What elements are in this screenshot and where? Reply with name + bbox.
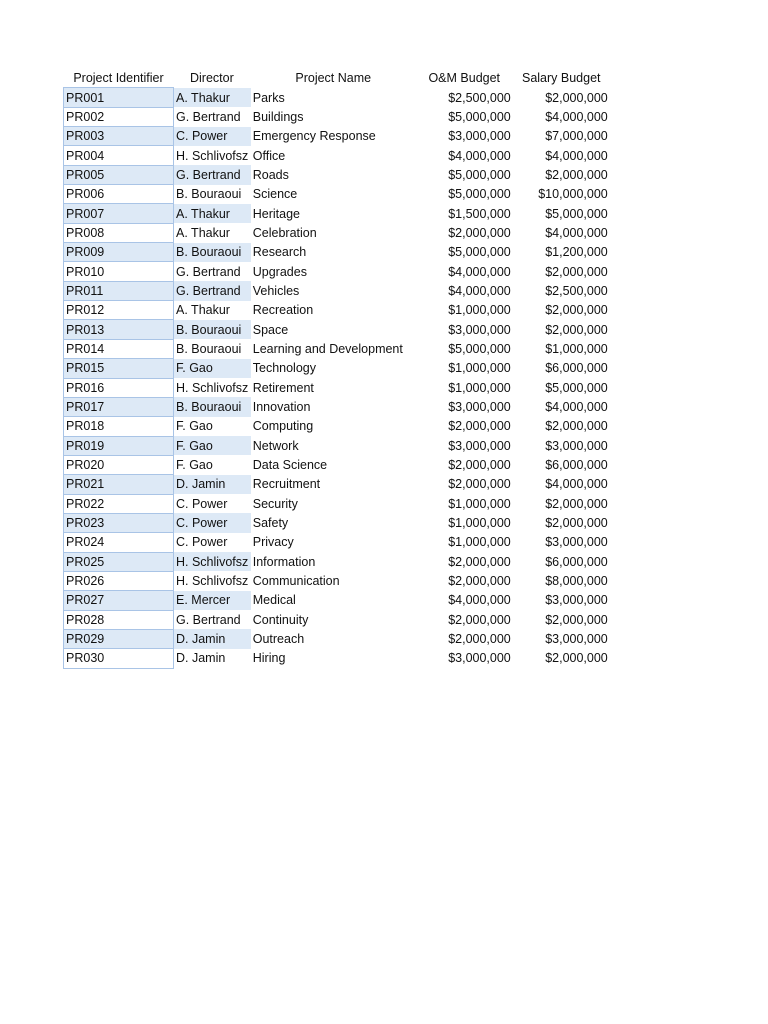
cell-project-identifier[interactable]: PR009 xyxy=(64,243,174,262)
cell-director[interactable]: F. Gao xyxy=(176,458,213,473)
cell-project-name[interactable]: Communication xyxy=(252,574,340,589)
cell-om-budget[interactable]: $2,000,000 xyxy=(448,225,511,240)
cell-project-name[interactable]: Technology xyxy=(252,361,316,376)
cell-project-name[interactable]: Space xyxy=(252,322,289,337)
cell-project-identifier[interactable]: PR006 xyxy=(64,185,174,204)
cell-director[interactable]: D. Jamin xyxy=(174,475,251,494)
cell-director[interactable]: B. Bouraoui xyxy=(174,397,251,416)
cell-project-identifier[interactable]: PR014 xyxy=(64,339,174,358)
cell-om-budget[interactable]: $5,000,000 xyxy=(448,245,511,260)
table-row xyxy=(64,455,610,474)
cell-project-name[interactable]: Upgrades xyxy=(252,264,307,279)
cell-salary-budget[interactable]: $6,000,000 xyxy=(545,554,608,569)
cell-project-identifier[interactable]: PR020 xyxy=(64,455,174,474)
table-row xyxy=(64,629,610,648)
cell-om-budget[interactable]: $1,000,000 xyxy=(448,496,511,511)
table-row xyxy=(64,223,610,242)
cell-director[interactable]: G. Bertrand xyxy=(174,281,251,300)
cell-director[interactable]: H. Schlivofsz xyxy=(176,574,249,589)
table-row xyxy=(64,494,610,513)
cell-project-identifier[interactable]: PR024 xyxy=(64,533,174,552)
cell-project-identifier[interactable]: PR008 xyxy=(64,223,174,242)
cell-project-name[interactable]: Continuity xyxy=(252,612,309,627)
cell-salary-budget[interactable]: $2,000,000 xyxy=(545,322,608,337)
cell-project-identifier[interactable]: PR017 xyxy=(64,397,174,416)
cell-salary-budget[interactable]: $3,000,000 xyxy=(545,438,608,453)
cell-salary-budget[interactable]: $3,000,000 xyxy=(545,632,608,647)
cell-director[interactable]: D. Jamin xyxy=(176,651,226,666)
table-row xyxy=(64,281,610,300)
header-salary-budget[interactable]: Salary Budget xyxy=(521,71,601,86)
cell-project-identifier[interactable]: PR021 xyxy=(64,475,174,494)
cell-project-name[interactable]: Research xyxy=(252,245,307,260)
table-body xyxy=(64,88,610,668)
cell-salary-budget[interactable]: $2,000,000 xyxy=(545,167,608,182)
cell-project-identifier[interactable]: PR015 xyxy=(64,359,174,378)
cell-project-name[interactable]: Security xyxy=(252,496,298,511)
table-row xyxy=(64,378,610,397)
cell-director[interactable]: C. Power xyxy=(174,127,251,146)
cell-salary-budget[interactable]: $2,000,000 xyxy=(545,264,608,279)
cell-director[interactable]: B. Bouraoui xyxy=(176,341,242,356)
cell-salary-budget[interactable]: $2,000,000 xyxy=(545,303,608,318)
table-row xyxy=(64,107,610,126)
cell-project-identifier[interactable]: PR007 xyxy=(64,204,174,223)
cell-om-budget[interactable]: $1,000,000 xyxy=(448,516,511,531)
cell-director[interactable]: G. Bertrand xyxy=(176,109,241,124)
cell-project-name[interactable]: Retirement xyxy=(252,380,314,395)
cell-project-name[interactable]: Buildings xyxy=(252,109,304,124)
cell-project-name[interactable]: Data Science xyxy=(252,458,328,473)
table-row xyxy=(64,649,610,668)
cell-director[interactable]: F. Gao xyxy=(174,359,251,378)
cell-salary-budget[interactable]: $5,000,000 xyxy=(545,206,608,221)
cell-director[interactable]: A. Thakur xyxy=(176,303,230,318)
cell-project-name[interactable]: Medical xyxy=(252,593,296,608)
cell-project-name[interactable]: Privacy xyxy=(252,535,294,550)
table-row xyxy=(64,397,610,416)
cell-om-budget[interactable]: $4,000,000 xyxy=(448,593,511,608)
cell-project-name[interactable]: Innovation xyxy=(252,400,311,415)
cell-salary-budget[interactable]: $5,000,000 xyxy=(545,380,608,395)
cell-project-name[interactable]: Heritage xyxy=(252,206,300,221)
cell-director[interactable]: F. Gao xyxy=(174,436,251,455)
table-row xyxy=(64,610,610,629)
cell-director[interactable]: H. Schlivofsz xyxy=(176,380,249,395)
cell-director[interactable]: A. Thakur xyxy=(174,204,251,223)
cell-om-budget[interactable]: $3,000,000 xyxy=(448,651,511,666)
cell-project-identifier[interactable]: PR002 xyxy=(64,107,174,126)
cell-om-budget[interactable]: $2,500,000 xyxy=(448,90,511,105)
cell-project-name[interactable]: Recruitment xyxy=(252,477,321,492)
cell-director[interactable]: H. Schlivofsz xyxy=(174,552,251,571)
cell-salary-budget[interactable]: $4,000,000 xyxy=(545,225,608,240)
cell-project-name[interactable]: Vehicles xyxy=(252,283,300,298)
cell-project-name[interactable]: Hiring xyxy=(252,651,286,666)
cell-salary-budget[interactable]: $3,000,000 xyxy=(545,535,608,550)
cell-om-budget[interactable]: $1,000,000 xyxy=(448,361,511,376)
cell-project-identifier[interactable]: PR018 xyxy=(64,417,174,436)
cell-om-budget[interactable]: $2,000,000 xyxy=(448,458,511,473)
cell-om-budget[interactable]: $4,000,000 xyxy=(448,148,511,163)
cell-salary-budget[interactable]: $4,000,000 xyxy=(545,477,608,492)
cell-project-name[interactable]: Recreation xyxy=(252,303,314,318)
cell-salary-budget[interactable]: $2,000,000 xyxy=(545,651,608,666)
cell-project-identifier[interactable]: PR019 xyxy=(64,436,174,455)
cell-salary-budget[interactable]: $7,000,000 xyxy=(545,129,608,144)
cell-director[interactable]: C. Power xyxy=(174,513,251,532)
cell-director[interactable]: A. Thakur xyxy=(176,225,230,240)
cell-director[interactable]: G. Bertrand xyxy=(174,165,251,184)
cell-director[interactable]: H. Schlivofsz xyxy=(176,148,249,163)
cell-salary-budget[interactable]: $10,000,000 xyxy=(538,187,608,202)
cell-project-identifier[interactable]: PR029 xyxy=(64,629,174,648)
table-row xyxy=(64,533,610,552)
cell-om-budget[interactable]: $3,000,000 xyxy=(448,400,511,415)
cell-director[interactable]: C. Power xyxy=(176,535,228,550)
cell-project-name[interactable]: Safety xyxy=(252,516,289,531)
cell-project-identifier[interactable]: PR012 xyxy=(64,301,174,320)
table-row xyxy=(64,417,610,436)
cell-salary-budget[interactable]: $2,500,000 xyxy=(545,283,608,298)
cell-project-identifier[interactable]: PR030 xyxy=(64,649,174,668)
cell-project-identifier[interactable]: PR027 xyxy=(64,591,174,610)
cell-om-budget[interactable]: $2,000,000 xyxy=(448,612,511,627)
cell-project-identifier[interactable]: PR023 xyxy=(64,513,174,532)
cell-project-name[interactable]: Parks xyxy=(252,90,285,105)
cell-salary-budget[interactable]: $2,000,000 xyxy=(545,496,608,511)
cell-project-identifier[interactable]: PR005 xyxy=(64,165,174,184)
cell-project-identifier[interactable]: PR003 xyxy=(64,127,174,146)
cell-project-identifier[interactable]: PR004 xyxy=(64,146,174,165)
cell-project-name[interactable]: Learning and Development xyxy=(252,341,403,356)
cell-director[interactable]: B. Bouraoui xyxy=(174,243,251,262)
table-row xyxy=(64,339,610,358)
cell-salary-budget[interactable]: $2,000,000 xyxy=(545,90,608,105)
table-row xyxy=(64,204,610,223)
cell-salary-budget[interactable]: $4,000,000 xyxy=(545,148,608,163)
cell-director[interactable]: G. Bertrand xyxy=(176,612,241,627)
table-row xyxy=(64,591,610,610)
cell-om-budget[interactable]: $1,500,000 xyxy=(448,206,511,221)
table-row xyxy=(64,165,610,184)
cell-project-identifier[interactable]: PR011 xyxy=(64,281,174,300)
cell-project-name[interactable]: Roads xyxy=(252,167,289,182)
cell-om-budget[interactable]: $3,000,000 xyxy=(448,322,511,337)
cell-om-budget[interactable]: $4,000,000 xyxy=(448,283,511,298)
cell-om-budget[interactable]: $5,000,000 xyxy=(448,187,511,202)
cell-om-budget[interactable]: $2,000,000 xyxy=(448,632,511,647)
cell-project-identifier[interactable]: PR010 xyxy=(64,262,174,281)
table-row xyxy=(64,571,610,590)
table-row xyxy=(64,552,610,571)
cell-director[interactable]: E. Mercer xyxy=(174,591,251,610)
cell-project-name[interactable]: Information xyxy=(252,554,316,569)
cell-salary-budget[interactable]: $4,000,000 xyxy=(545,400,608,415)
header-project-name[interactable]: Project Name xyxy=(295,71,372,86)
cell-director[interactable]: A. Thakur xyxy=(174,88,251,107)
cell-salary-budget[interactable]: $2,000,000 xyxy=(545,516,608,531)
cell-om-budget[interactable]: $4,000,000 xyxy=(448,264,511,279)
cell-salary-budget[interactable]: $3,000,000 xyxy=(545,593,608,608)
table-row xyxy=(64,127,610,146)
cell-project-name[interactable]: Computing xyxy=(252,419,314,434)
cell-salary-budget[interactable]: $6,000,000 xyxy=(545,361,608,376)
table-row xyxy=(64,243,610,262)
project-budget-table xyxy=(63,69,610,669)
cell-project-name[interactable]: Celebration xyxy=(252,225,317,240)
cell-director[interactable]: B. Bouraoui xyxy=(174,320,251,339)
cell-om-budget[interactable]: $3,000,000 xyxy=(448,438,511,453)
cell-project-identifier[interactable]: PR016 xyxy=(64,378,174,397)
header-row xyxy=(64,69,610,88)
cell-project-identifier[interactable]: PR026 xyxy=(64,571,174,590)
cell-director[interactable]: B. Bouraoui xyxy=(176,187,242,202)
cell-project-identifier[interactable]: PR022 xyxy=(64,494,174,513)
header-project-identifier[interactable]: Project Identifier xyxy=(73,71,164,86)
cell-om-budget[interactable]: $5,000,000 xyxy=(448,341,511,356)
table-row xyxy=(64,301,610,320)
table-row xyxy=(64,88,610,107)
cell-project-identifier[interactable]: PR001 xyxy=(64,88,174,107)
cell-salary-budget[interactable]: $4,000,000 xyxy=(545,109,608,124)
cell-salary-budget[interactable]: $2,000,000 xyxy=(545,419,608,434)
table-row xyxy=(64,359,610,378)
cell-om-budget[interactable]: $2,000,000 xyxy=(448,574,511,589)
cell-project-identifier[interactable]: PR028 xyxy=(64,610,174,629)
table-row xyxy=(64,146,610,165)
cell-director[interactable]: F. Gao xyxy=(176,419,213,434)
cell-project-name[interactable]: Outreach xyxy=(252,632,305,647)
cell-project-name[interactable]: Emergency Response xyxy=(252,129,376,144)
cell-salary-budget[interactable]: $1,000,000 xyxy=(545,341,608,356)
cell-project-name[interactable]: Office xyxy=(252,148,286,163)
cell-salary-budget[interactable]: $8,000,000 xyxy=(545,574,608,589)
table-row xyxy=(64,185,610,204)
cell-project-name[interactable]: Science xyxy=(252,187,298,202)
cell-om-budget[interactable]: $1,000,000 xyxy=(448,380,511,395)
cell-director[interactable]: C. Power xyxy=(176,496,228,511)
cell-director[interactable]: D. Jamin xyxy=(174,629,251,648)
table-row xyxy=(64,513,610,532)
cell-om-budget[interactable]: $2,000,000 xyxy=(448,554,511,569)
cell-om-budget[interactable]: $1,000,000 xyxy=(448,303,511,318)
cell-salary-budget[interactable]: $2,000,000 xyxy=(545,612,608,627)
cell-om-budget[interactable]: $5,000,000 xyxy=(448,109,511,124)
cell-salary-budget[interactable]: $1,200,000 xyxy=(545,245,608,260)
cell-om-budget[interactable]: $5,000,000 xyxy=(448,167,511,182)
cell-project-identifier[interactable]: PR025 xyxy=(64,552,174,571)
cell-project-identifier[interactable]: PR013 xyxy=(64,320,174,339)
table-row xyxy=(64,262,610,281)
budget-sheet xyxy=(63,69,610,669)
cell-om-budget[interactable]: $3,000,000 xyxy=(448,129,511,144)
header-director[interactable]: Director xyxy=(189,71,234,86)
cell-om-budget[interactable]: $1,000,000 xyxy=(448,535,511,550)
cell-project-name[interactable]: Network xyxy=(252,438,299,453)
cell-om-budget[interactable]: $2,000,000 xyxy=(448,419,511,434)
table-row xyxy=(64,436,610,455)
cell-om-budget[interactable]: $2,000,000 xyxy=(448,477,511,492)
table-row xyxy=(64,320,610,339)
cell-salary-budget[interactable]: $6,000,000 xyxy=(545,458,608,473)
table-row xyxy=(64,475,610,494)
cell-director[interactable]: G. Bertrand xyxy=(176,264,241,279)
header-om-budget[interactable]: O&M Budget xyxy=(428,71,501,86)
